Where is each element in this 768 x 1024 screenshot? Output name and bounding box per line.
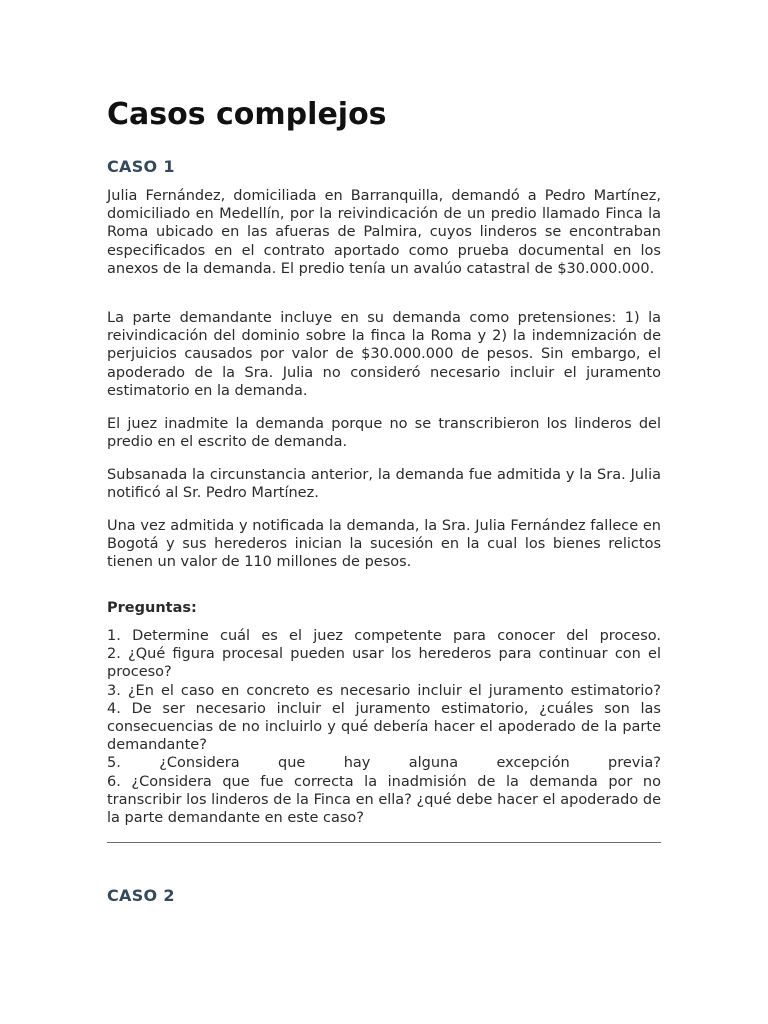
page-title: Casos complejos — [107, 97, 387, 132]
question-1: 1. Determine cuál es el juez competente para conocer del proceso. — [107, 628, 661, 644]
questions-heading: Preguntas: — [107, 600, 197, 616]
case-1-paragraph-2: La parte demandante incluye en su demanda como pretensiones: 1) la reivindicación del dominio sobre la finca la Roma y 2) la indemnización de perjuicios causados por valor de $30.000.000 de pesos. Sin embargo, el apoderado de la Sra. Julia no consideró necesario incluir el juramento estimatorio en la demanda. — [107, 310, 661, 399]
questions-list — [107, 627, 661, 827]
case-1-paragraph-4: Subsanada la circunstancia anterior, la demanda fue admitida y la Sra. Julia notificó al Sr. Pedro Martínez. — [107, 467, 661, 502]
section-divider — [107, 842, 661, 843]
case-1-paragraph-1: Julia Fernández, domiciliada en Barranquilla, demandó a Pedro Martínez, domiciliado en Medellín, por la reivindicación de un predio llamado Finca la Roma ubicado en las afueras de Palmira, cuyos linderos se encontraban especificados en el contrato aportado como prueba documental en los anexos de la demanda. El predio tenía un avalúo catastral de $30.000.000. — [107, 188, 661, 277]
question-6: 6. ¿Considera que fue correcta la inadmisión de la demanda por no transcribir los linderos de la Finca en ella? ¿qué debe hacer el apoderado de la parte demandante en este caso? — [107, 773, 661, 827]
question-5: 5. ¿Considera que hay alguna excepción previa? — [107, 755, 661, 772]
question-3: 3. ¿En el caso en concreto es necesario incluir el juramento estimatorio? — [107, 682, 661, 699]
question-4: 4. De ser necesario incluir el juramento estimatorio, ¿cuáles son las consecuencias de no incluirlo y qué debería hacer el apoderado de la parte demandante? — [107, 700, 661, 754]
case-2-heading: CASO 2 — [107, 886, 175, 905]
case-1-paragraph-3: El juez inadmite la demanda porque no se transcribieron los linderos del predio en el escrito de demanda. — [107, 416, 661, 451]
case-1-heading: CASO 1 — [107, 157, 175, 176]
question-2: 2. ¿Qué figura procesal pueden usar los herederos para continuar con el proceso? — [107, 646, 661, 681]
case-1-paragraph-5: Una vez admitida y notificada la demanda, la Sra. Julia Fernández fallece en Bogotá y sus herederos inician la sucesión en la cual los bienes relictos tienen un valor de 110 millones de pesos. — [107, 518, 661, 571]
